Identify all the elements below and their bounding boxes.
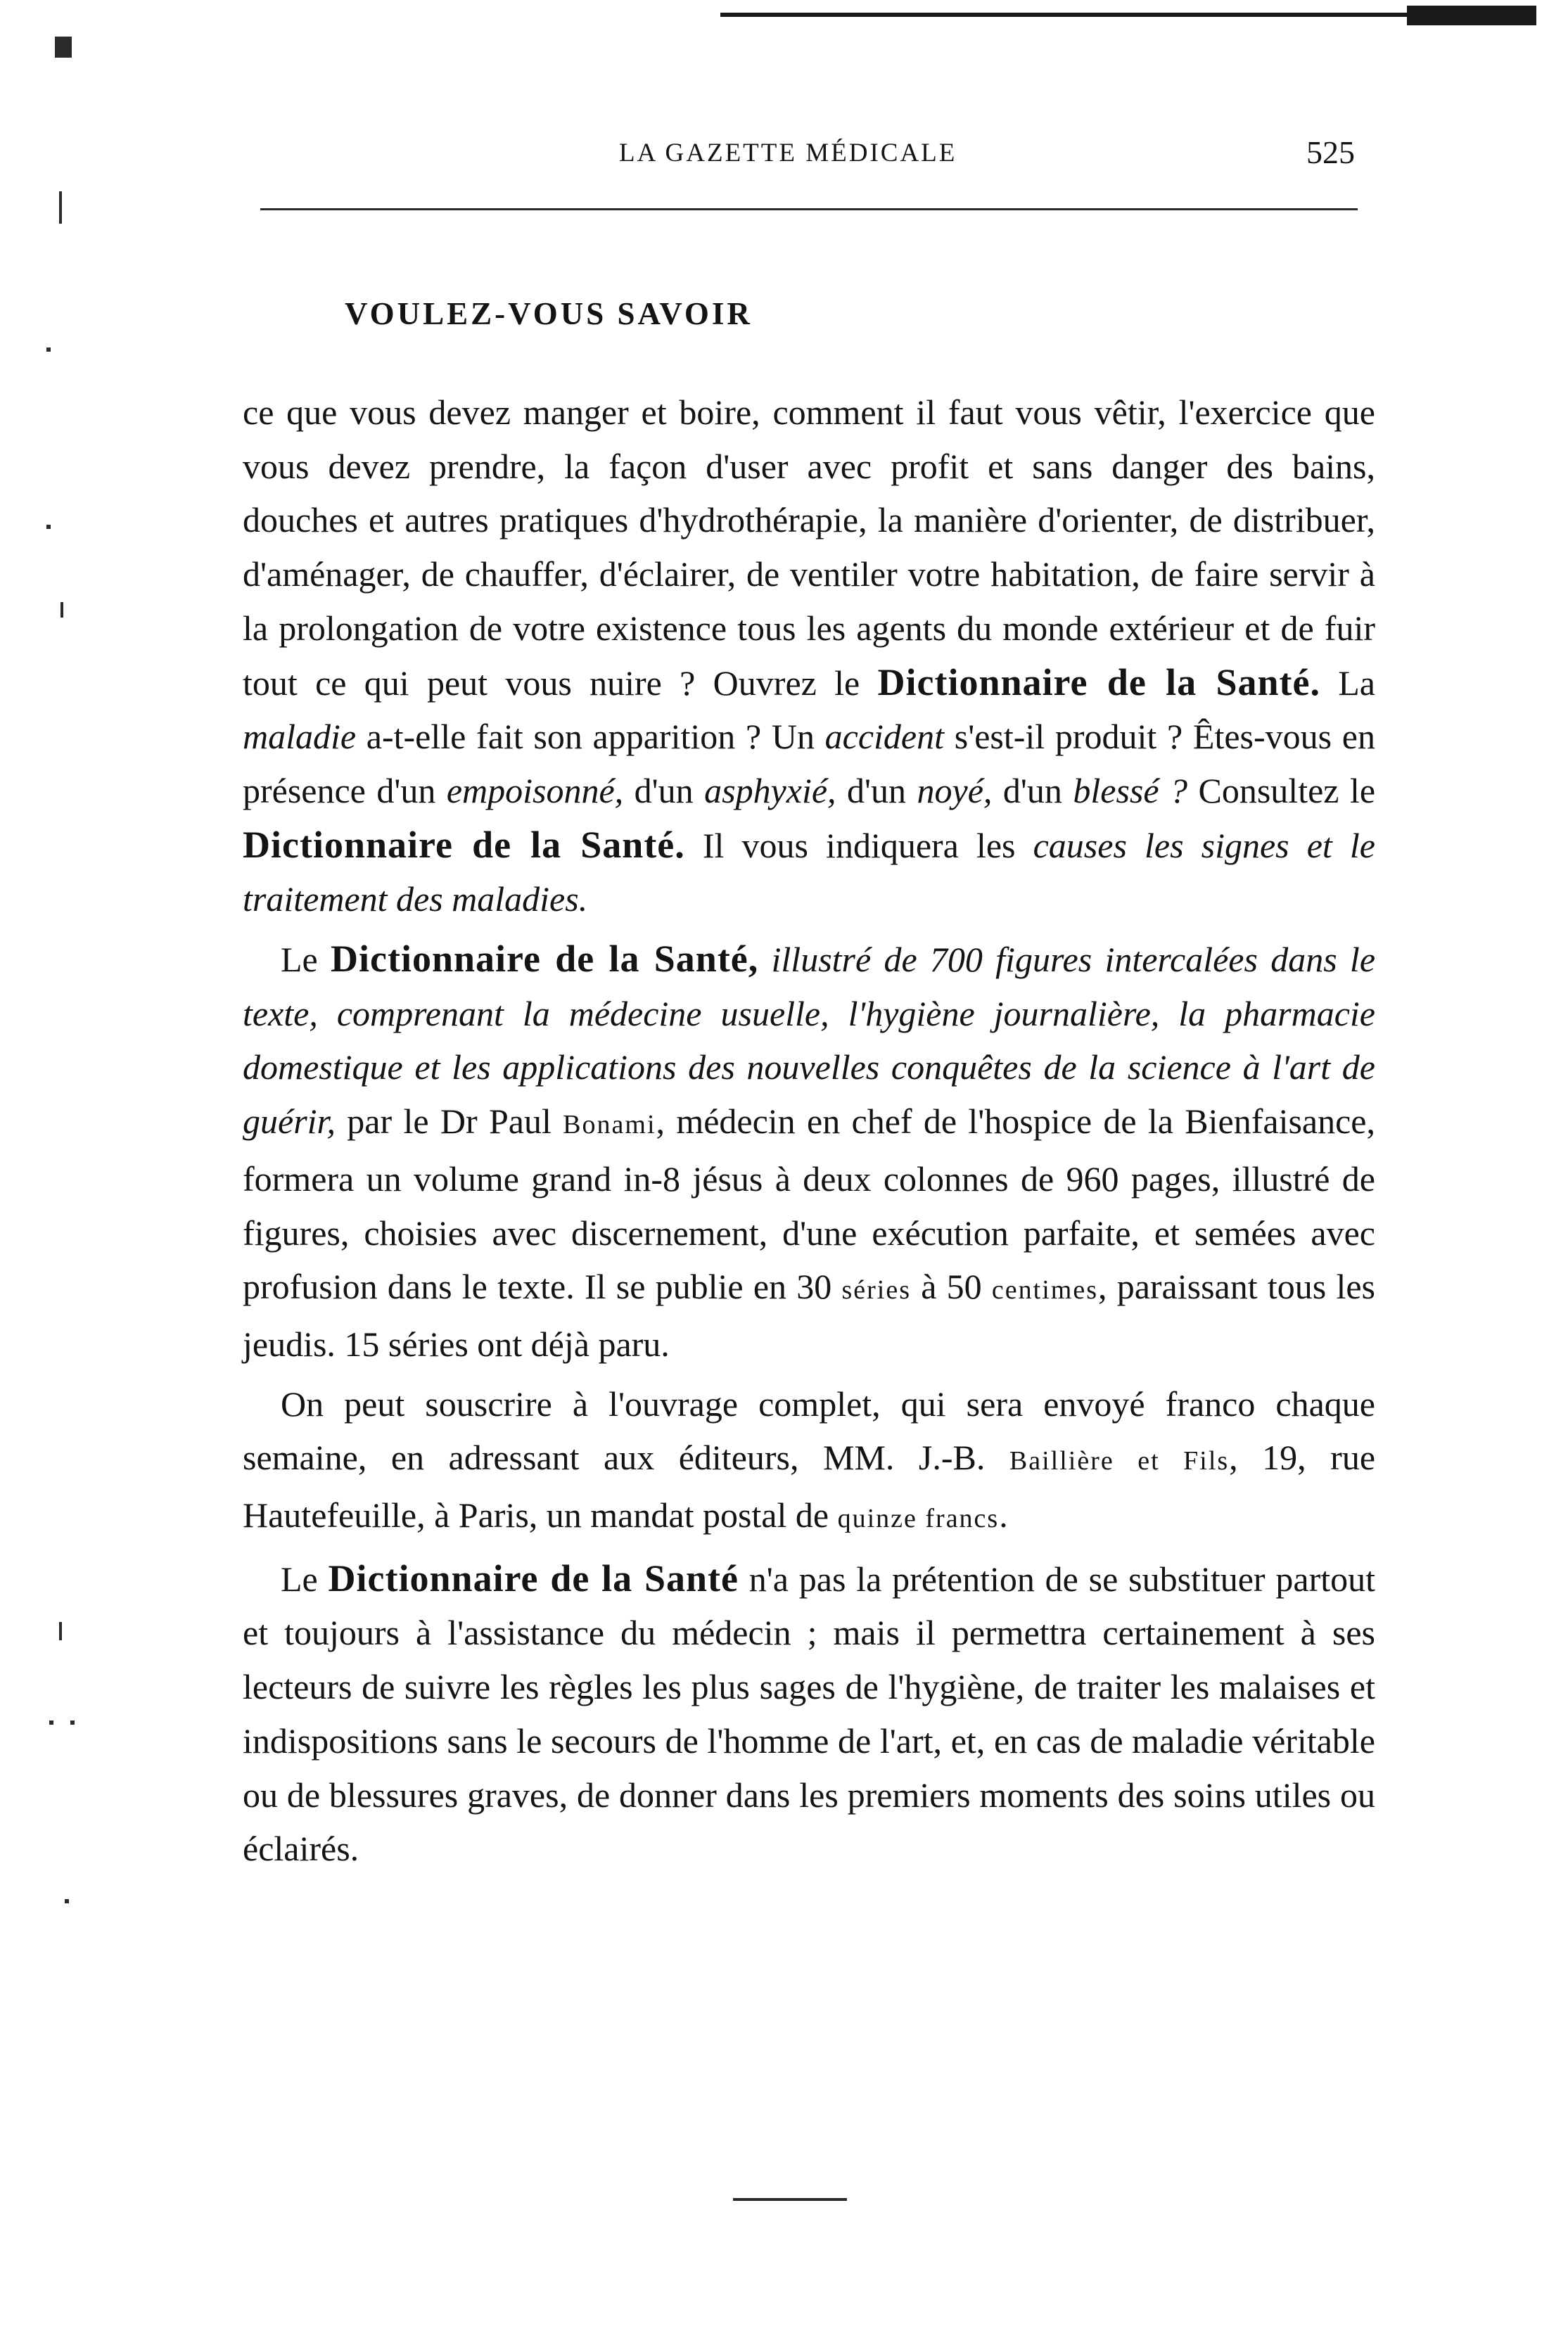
small-caps-run: centimes <box>991 1275 1098 1305</box>
text-run: d'un <box>623 770 705 810</box>
dictionary-title: Dictionnaire de la Santé, <box>331 938 759 981</box>
text-run: On peut souscrire à l'ouvrage complet, qui sera envoyé franco chaque semaine, en adressant aux éditeurs, MM. J.-B. <box>243 1384 1375 1478</box>
italic-run: accident <box>824 717 945 757</box>
small-caps-run: Baillière et Fils <box>1009 1446 1230 1476</box>
dictionary-title: Dictionnaire de la Santé. <box>243 823 685 866</box>
text-run: par le Dr Paul <box>335 1101 563 1142</box>
italic-run: illustré de 700 figures intercalées dans le texte, comprenant la médecine usuelle, l'hygiène journalière, la pharmacie domestique et les applications des nouvelles conquêtes de la science à l'art de guérir, <box>243 940 1376 1142</box>
text-run: d'un <box>836 770 917 810</box>
text-run: , paraissant tous les jeudis. 15 séries ont déjà paru. <box>243 1267 1375 1364</box>
small-caps-run: séries <box>841 1275 912 1305</box>
page-number: 525 <box>1306 134 1355 170</box>
text-run: . <box>999 1495 1008 1535</box>
italic-run: asphyxié, <box>704 770 836 810</box>
text-run: , médecin en chef de l'hospice de la Bienfaisance, formera un volume grand in-8 jésus à deux colonnes de 960 pages, illustré de figures, choisies avec discernement, d'une exécution parfaite, et semées avec profusion dans le texte. Il se publie en 30 <box>243 1101 1375 1307</box>
dictionary-title: Dictionnaire de la Santé <box>328 1557 739 1599</box>
page-header <box>253 134 1363 183</box>
text-run: à 50 <box>911 1267 992 1307</box>
text-run: n'a pas la prétention de se substituer partout et toujours à l'assistance du médecin ; mais il permettra certainement à ses lecteurs de suivre les règles les plus sages de l'hygiène, de traiter les malaises et indispositions sans le secours de l'homme de l'art, et, en cas de maladie véritable ou de blessures graves, de donner dans les premiers moments des soins utiles ou éclairés. <box>243 1559 1376 1869</box>
italic-run: maladie <box>243 717 357 757</box>
text-run: Consultez le <box>1187 770 1376 810</box>
margin-mark <box>60 602 63 618</box>
running-title: LA GAZETTE MÉDICALE <box>619 139 957 167</box>
dictionary-title: Dictionnaire de la Santé. <box>877 660 1320 703</box>
body-text <box>243 385 1375 1876</box>
margin-mark <box>59 1622 62 1640</box>
header-rule <box>260 208 1358 210</box>
italic-run: noyé, <box>917 770 993 810</box>
end-rule <box>733 2198 847 2201</box>
paragraph-2 <box>243 932 1375 1372</box>
paragraph-1 <box>243 385 1375 926</box>
text-run: ce que vous devez manger et boire, comment il faut vous vêtir, l'exercice que vous devez prendre, la façon d'user avec profit et sans danger des bains, douches et autres pratiques d'hydrothérapie, la manière d'orienter, de distribuer, d'aménager, de chauffer, d'éclairer, de ventiler votre habitation, de faire servir à la prolongation de votre existence tous les agents du monde extérieur et de fuir tout ce qui peut vous nuire ? Ouvrez le <box>243 392 1375 703</box>
paragraph-4 <box>243 1552 1375 1876</box>
small-caps-run: Bonami <box>563 1110 656 1140</box>
margin-mark <box>59 191 62 224</box>
section-title: VOULEZ-VOUS SAVOIR <box>345 296 753 331</box>
text-run: Il vous indiquera les <box>684 825 1033 865</box>
italic-run: causes les signes et le traitement des maladies. <box>243 825 1375 919</box>
text-run: a-t-elle fait son apparition ? Un <box>356 717 825 757</box>
italic-run: blessé ? <box>1073 770 1188 810</box>
italic-run: empoisonné, <box>446 770 624 810</box>
text-run: La <box>1320 663 1375 703</box>
paragraph-3 <box>243 1377 1375 1546</box>
margin-mark <box>46 347 51 352</box>
margin-mark <box>49 1720 53 1725</box>
text-run: d'un <box>992 770 1073 810</box>
text-run: , 19, rue Hautefeuille, à Paris, un mandat postal de <box>243 1438 1376 1535</box>
margin-mark <box>46 525 51 529</box>
text-run: Le <box>281 1559 329 1599</box>
text-run: s'est-il produit ? Êtes-vous en présence d'un <box>243 717 1375 810</box>
margin-mark <box>65 1899 69 1903</box>
small-caps-run: quinze francs <box>837 1504 1000 1534</box>
margin-mark <box>70 1720 75 1725</box>
text-run: Le <box>281 940 331 980</box>
margin-mark <box>55 37 72 58</box>
top-edge-rule-thick <box>1407 6 1536 25</box>
